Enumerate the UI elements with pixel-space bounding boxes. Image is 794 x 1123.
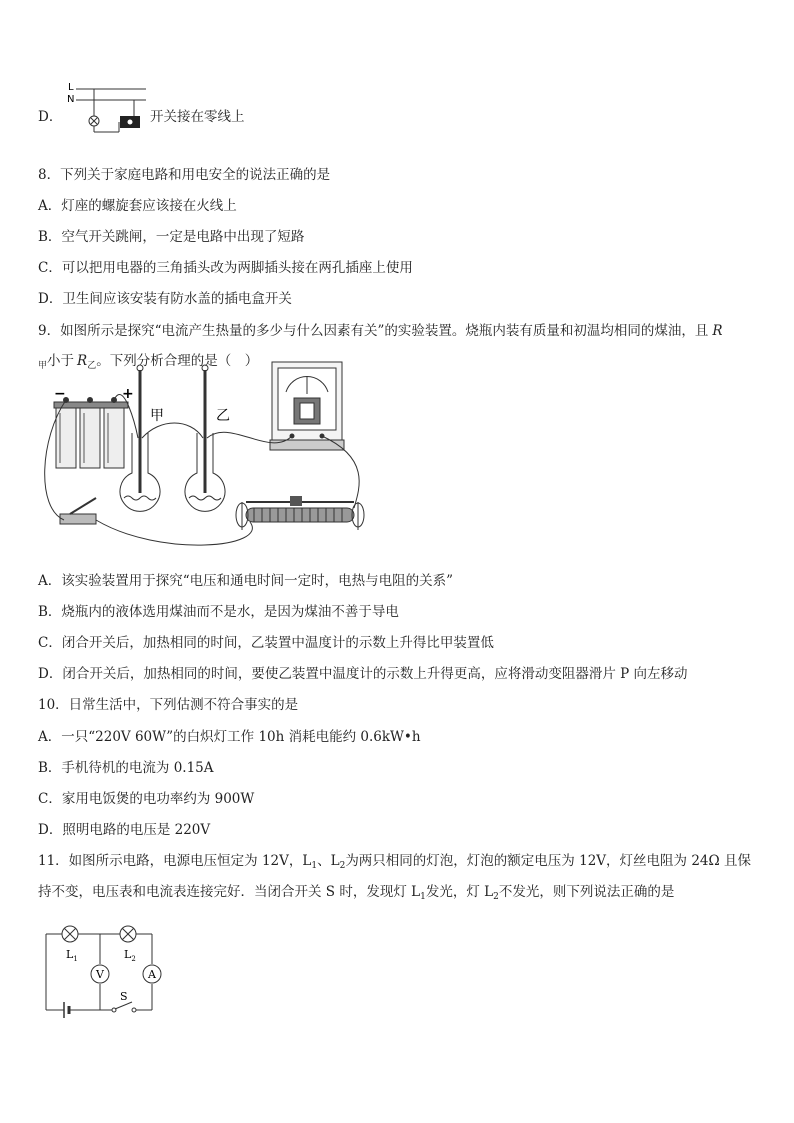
q11-stem-line1	[38, 852, 751, 872]
q9-sub-jia: 甲	[38, 361, 48, 371]
q11-sub-4: 2	[493, 892, 499, 902]
flask-yi	[185, 365, 225, 511]
q7-option-d-text: 开关接在零线上	[150, 109, 245, 125]
q11-sub-1: 1	[311, 861, 318, 871]
q11-circuit-figure	[40, 922, 170, 1026]
q9-stem-R: R	[712, 323, 723, 339]
q9-stem-line1	[38, 322, 723, 340]
q8-option-c: C．可以把用电器的三角插头改为两脚插头接在两孔插座上使用	[38, 260, 413, 276]
q7-option-d	[38, 108, 62, 126]
label-L2: $L_2$	[124, 948, 136, 963]
ammeter	[270, 362, 344, 450]
battery-minus-label: −	[54, 386, 66, 402]
battery-pack	[54, 397, 128, 468]
q9-option-d: D．闭合开关后，加热相同的时间，要使乙装置中温度计的示数上升得更高，应将滑动变阻器滑片 P 向左移动	[38, 666, 688, 682]
lamp-L2	[120, 926, 136, 942]
q9-stem-text: 9．如图所示是探究“电流产生热量的多少与什么因素有关”的实验装置。烧瓶内装有质量和初温均相同的煤油，且	[38, 323, 709, 339]
q9-stem-end: 。下列分析合理的是（ ）	[96, 353, 259, 369]
q8-option-d: D．卫生间应该安装有防水盖的插电盒开关	[38, 291, 292, 307]
q11-line1-part-c: 为两只相同的灯泡，灯泡的额定电压为 12V，灯丝电阻为 24Ω 且保	[345, 853, 751, 869]
q11-sub-2: 2	[339, 861, 346, 871]
q11-line1-part-b: 、L	[317, 853, 340, 869]
flask-jia-label: 甲	[150, 408, 164, 424]
q9-stem-mid: 小于	[47, 353, 75, 369]
q10-option-d: D．照明电路的电压是 220V	[38, 822, 211, 838]
q9-option-b: B．烧瓶内的液体选用煤油而不是水，是因为煤油不善于导电	[38, 604, 399, 620]
q7-fig-label-L: L	[68, 82, 74, 93]
q11-line2-part-a: 持不变，电压表和电流表连接完好．当闭合开关 S 时，发现灯 L	[38, 884, 421, 900]
lamp-L1	[62, 926, 78, 942]
q8-option-b: B．空气开关跳闸，一定是电路中出现了短路	[38, 229, 305, 245]
q9-sub-yi: 乙	[87, 361, 97, 371]
q10-option-a: A．一只“220V 60W”的白炽灯工作 10h 消耗电能约 0.6kW•h	[38, 729, 421, 745]
rheostat	[236, 496, 364, 530]
switch-label: S	[120, 990, 128, 1003]
q8-stem: 8．下列关于家庭电路和用电安全的说法正确的是	[38, 167, 331, 183]
battery-symbol	[64, 1002, 69, 1018]
q9-stem-R2: R	[77, 353, 88, 369]
switch-S	[112, 1002, 136, 1012]
q10-option-c: C．家用电饭煲的电功率约为 900W	[38, 791, 255, 807]
q10-stem: 10．日常生活中，下列估测不符合事实的是	[38, 697, 299, 713]
ammeter-label: A	[148, 968, 156, 981]
label-L1: $L_1$	[66, 948, 78, 963]
flask-yi-label: 乙	[216, 408, 230, 424]
q11-line2-part-c: 不发光，则下列说法正确的是	[498, 884, 675, 900]
q11-line2-part-b: 发光，灯 L	[425, 884, 494, 900]
q11-sub-3: 1	[420, 892, 426, 902]
q7-option-d-letter: D．	[38, 109, 63, 125]
q9-option-c: C．闭合开关后，加热相同的时间，乙装置中温度计的示数上升得比甲装置低	[38, 635, 494, 651]
q11-line1-part-a: 11．如图所示电路，电源电压恒定为 12V，L	[38, 853, 312, 869]
knife-switch	[60, 498, 96, 524]
q8-option-a: A．灯座的螺旋套应该接在火线上	[38, 198, 237, 214]
voltmeter-label: V	[96, 968, 104, 981]
q7-switch-figure	[64, 80, 148, 138]
q10-option-b: B．手机待机的电流为 0.15A	[38, 760, 214, 776]
q9-option-a: A．该实验装置用于探究“电压和通电时间一定时，电热与电阻的关系”	[38, 573, 454, 589]
q9-apparatus-figure	[40, 358, 370, 558]
q7-fig-label-N: N	[67, 94, 75, 105]
q11-stem-line2	[38, 883, 674, 903]
battery-plus-label: +	[122, 386, 134, 402]
